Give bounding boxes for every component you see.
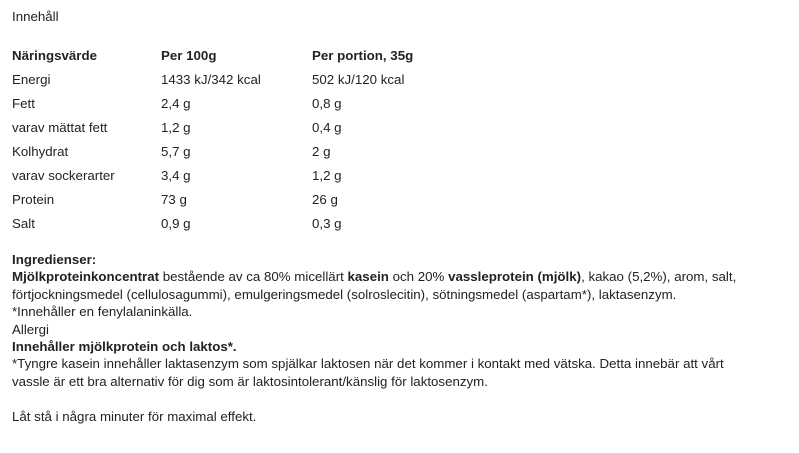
value-per-portion: 1,2 g xyxy=(312,168,342,183)
nutrient-name: Fett xyxy=(12,96,35,111)
nutrition-row-energy xyxy=(12,68,512,92)
product-content xyxy=(12,8,791,425)
ingredient-whey-protein: vassleprotein (mjölk) xyxy=(448,269,582,285)
ingredients-list-line-1 xyxy=(12,268,791,285)
ingredient-casein: kasein xyxy=(347,269,389,285)
nutrition-row-salt xyxy=(12,212,512,236)
ingredients-footnote: *Innehåller en fenylalaninkälla. xyxy=(12,304,193,320)
ingredients-section xyxy=(12,251,791,425)
ingredient-text: bestående av ca 80% micellärt xyxy=(159,269,348,285)
nutrient-name: Salt xyxy=(12,216,35,231)
nutrition-table xyxy=(12,44,512,236)
ingredient-text: och 20% xyxy=(388,269,449,285)
nutrient-name: varav mättat fett xyxy=(12,120,108,135)
nutrient-name: Protein xyxy=(12,192,55,207)
header-per-portion: Per portion, 35g xyxy=(312,48,414,63)
spacer xyxy=(12,390,791,407)
header-nutrient: Näringsvärde xyxy=(12,48,97,63)
value-per-portion: 502 kJ/120 kcal xyxy=(312,72,405,87)
allergy-note-line-2: vassle är ett bra alternativ för dig som är laktosintolerant/känslig för laktosenzym. xyxy=(12,373,488,389)
nutrition-row-fat xyxy=(12,92,512,116)
ingredient-protein-concentrate: Mjölkproteinkoncentrat xyxy=(12,269,160,285)
value-per-portion: 0,3 g xyxy=(312,216,342,231)
value-per-100g: 5,7 g xyxy=(161,144,191,159)
value-per-100g: 2,4 g xyxy=(161,96,191,111)
ingredient-text: , kakao (5,2%), arom, salt, xyxy=(581,269,737,285)
usage-instructions: Låt stå i några minuter för maximal effekt. xyxy=(12,408,257,424)
nutrient-name: Energi xyxy=(12,72,51,87)
value-per-100g: 73 g xyxy=(161,192,187,207)
header-per-100g: Per 100g xyxy=(161,48,217,63)
nutrition-row-protein xyxy=(12,188,512,212)
ingredients-list-line-2: förtjockningsmedel (cellulosagummi), emulgeringsmedel (solroslecitin), sötningsmedel (aspartam*), laktasenzym. xyxy=(12,286,677,302)
section-title: Innehåll xyxy=(12,9,59,24)
value-per-100g: 0,9 g xyxy=(161,216,191,231)
ingredients-heading: Ingredienser: xyxy=(12,252,97,267)
nutrition-header-row xyxy=(12,44,512,68)
value-per-100g: 1,2 g xyxy=(161,120,191,135)
nutrient-name: Kolhydrat xyxy=(12,144,69,159)
value-per-portion: 0,4 g xyxy=(312,120,342,135)
value-per-portion: 0,8 g xyxy=(312,96,342,111)
value-per-100g: 1433 kJ/342 kcal xyxy=(161,72,261,87)
value-per-portion: 2 g xyxy=(312,144,331,159)
allergy-statement: Innehåller mjölkprotein och laktos*. xyxy=(12,339,237,355)
allergy-note-line-1: *Tyngre kasein innehåller laktasenzym som spjälkar laktosen när det kommer i kontakt med vätska. Detta innebär att vårt xyxy=(12,356,724,372)
nutrition-row-sugars xyxy=(12,164,512,188)
value-per-100g: 3,4 g xyxy=(161,168,191,183)
allergy-label: Allergi xyxy=(12,321,49,337)
nutrition-row-carbohydrate xyxy=(12,140,512,164)
nutrition-row-saturated-fat xyxy=(12,116,512,140)
nutrient-name: varav sockerarter xyxy=(12,168,115,183)
value-per-portion: 26 g xyxy=(312,192,338,207)
